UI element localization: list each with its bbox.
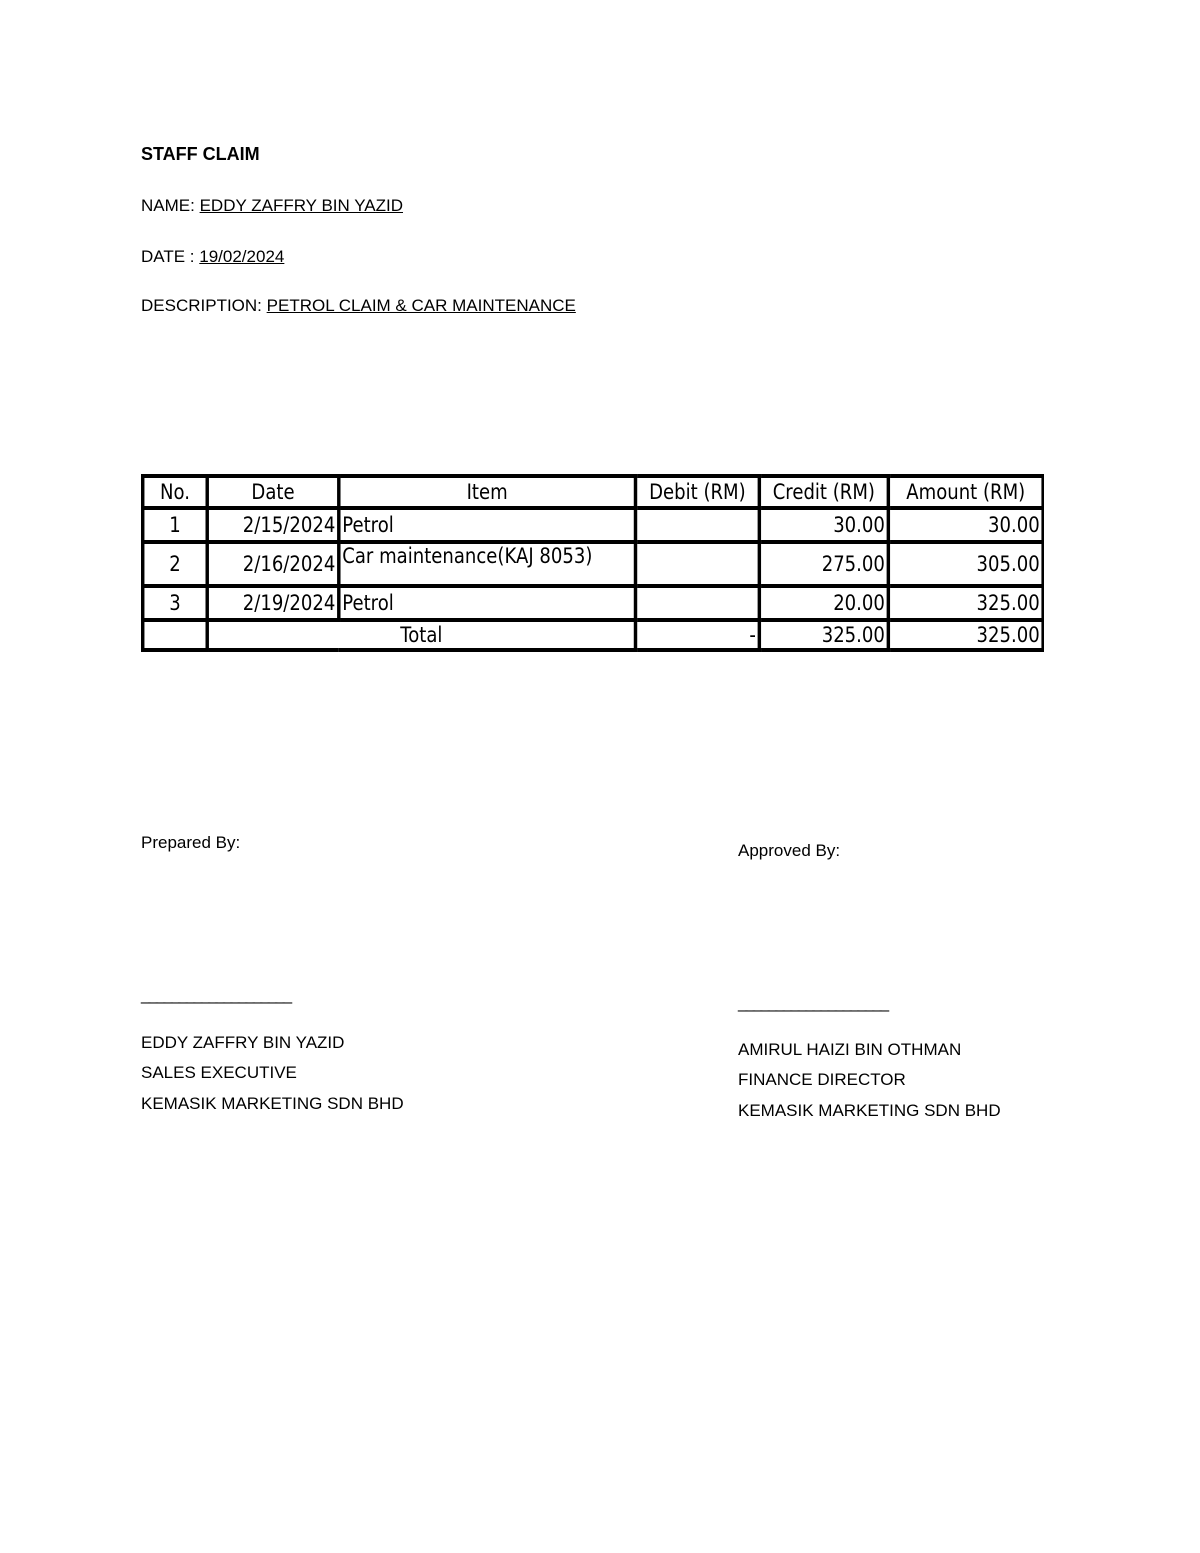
header-no: No. [143,476,208,508]
cell-no: 3 [143,586,208,620]
header-credit: Credit (RM) [759,476,888,508]
approved-by-label: Approved By: [738,841,841,860]
cell-item: Petrol [339,586,636,620]
cell-credit: 30.00 [759,508,888,542]
document-title: STAFF CLAIM [141,144,260,164]
cell-total-empty [143,620,208,650]
total-debit: - [636,620,760,650]
cell-item: Car maintenance(KAJ 8053) [339,542,636,586]
cell-amount: 305.00 [888,542,1043,586]
description-value: PETROL CLAIM & CAR MAINTENANCE [266,296,576,315]
cell-no: 2 [143,542,208,586]
cell-credit: 275.00 [759,542,888,586]
approved-company: KEMASIK MARKETING SDN BHD [738,1101,1001,1120]
cell-date: 2/19/2024 [207,586,339,620]
table-row [143,586,1043,620]
approved-name: AMIRUL HAIZI BIN OTHMAN [738,1040,962,1059]
prepared-signature-line: ____________________ [141,985,291,1004]
total-amount: 325.00 [888,620,1043,650]
date-label: DATE : [141,247,195,266]
prepared-position: SALES EXECUTIVE [141,1063,297,1082]
prepared-name: EDDY ZAFFRY BIN YAZID [141,1033,345,1052]
claim-table-container [141,474,1044,665]
total-label: Total [207,620,635,650]
header-item: Item [339,476,636,508]
cell-date: 2/16/2024 [207,542,339,586]
prepared-by-label: Prepared By: [141,833,241,852]
table-header-row [143,476,1043,508]
total-credit: 325.00 [759,620,888,650]
description-line [141,296,576,316]
cell-debit [636,586,760,620]
date-value: 19/02/2024 [199,247,285,266]
header-date: Date [207,476,339,508]
table-total-row [143,620,1043,650]
table-row [143,542,1043,586]
approved-position: FINANCE DIRECTOR [738,1070,906,1089]
cell-amount: 325.00 [888,586,1043,620]
name-value: EDDY ZAFFRY BIN YAZID [199,196,403,215]
prepared-company: KEMASIK MARKETING SDN BHD [141,1094,404,1113]
header-debit: Debit (RM) [636,476,760,508]
table-row [143,508,1043,542]
name-line [141,196,403,216]
cell-item: Petrol [339,508,636,542]
name-label: NAME: [141,196,195,215]
cell-amount: 30.00 [888,508,1043,542]
cell-debit [636,542,760,586]
claim-table [141,474,1044,652]
cell-debit [636,508,760,542]
date-line [141,247,284,267]
approved-signature-line: ____________________ [738,993,888,1012]
cell-credit: 20.00 [759,586,888,620]
description-label: DESCRIPTION: [141,296,262,315]
cell-no: 1 [143,508,208,542]
header-amount: Amount (RM) [888,476,1043,508]
cell-date: 2/15/2024 [207,508,339,542]
